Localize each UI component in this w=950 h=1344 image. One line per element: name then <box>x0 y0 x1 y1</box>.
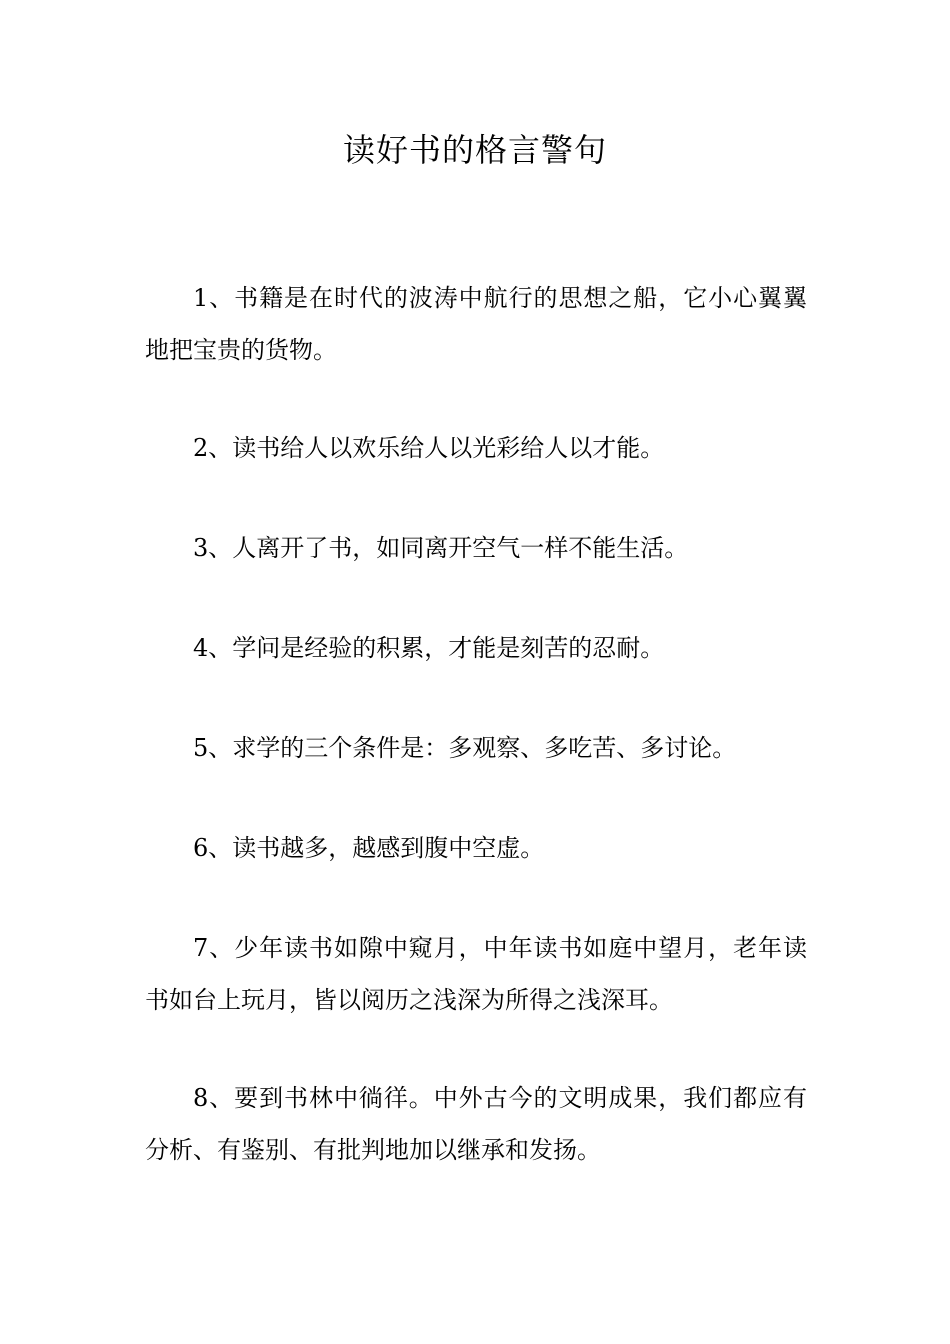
quote-item: 4、学问是经验的积累，才能是刻苦的忍耐。 <box>193 634 665 662</box>
page-title: 读好书的格言警句 <box>342 131 607 169</box>
quote-item: 2、读书给人以欢乐给人以光彩给人以才能。 <box>193 434 665 462</box>
quote-item: 6、读书越多，越感到腹中空虚。 <box>193 834 545 862</box>
quote-item: 5、求学的三个条件是：多观察、多吃苦、多讨论。 <box>193 734 737 762</box>
quote-item: 8、要到书林中徜徉。中外古今的文明成果，我们都应有分析、有鉴别、有批判地加以继承和发扬。 <box>145 1084 807 1164</box>
quote-item: 1、书籍是在时代的波涛中航行的思想之船，它小心翼翼地把宝贵的货物。 <box>145 284 807 364</box>
quote-list <box>145 272 807 1224</box>
quote-item: 3、人离开了书，如同离开空气一样不能生活。 <box>193 534 689 562</box>
quote-item: 7、少年读书如隙中窥月，中年读书如庭中望月，老年读书如台上玩月，皆以阅历之浅深为所得之浅深耳。 <box>145 934 807 1014</box>
